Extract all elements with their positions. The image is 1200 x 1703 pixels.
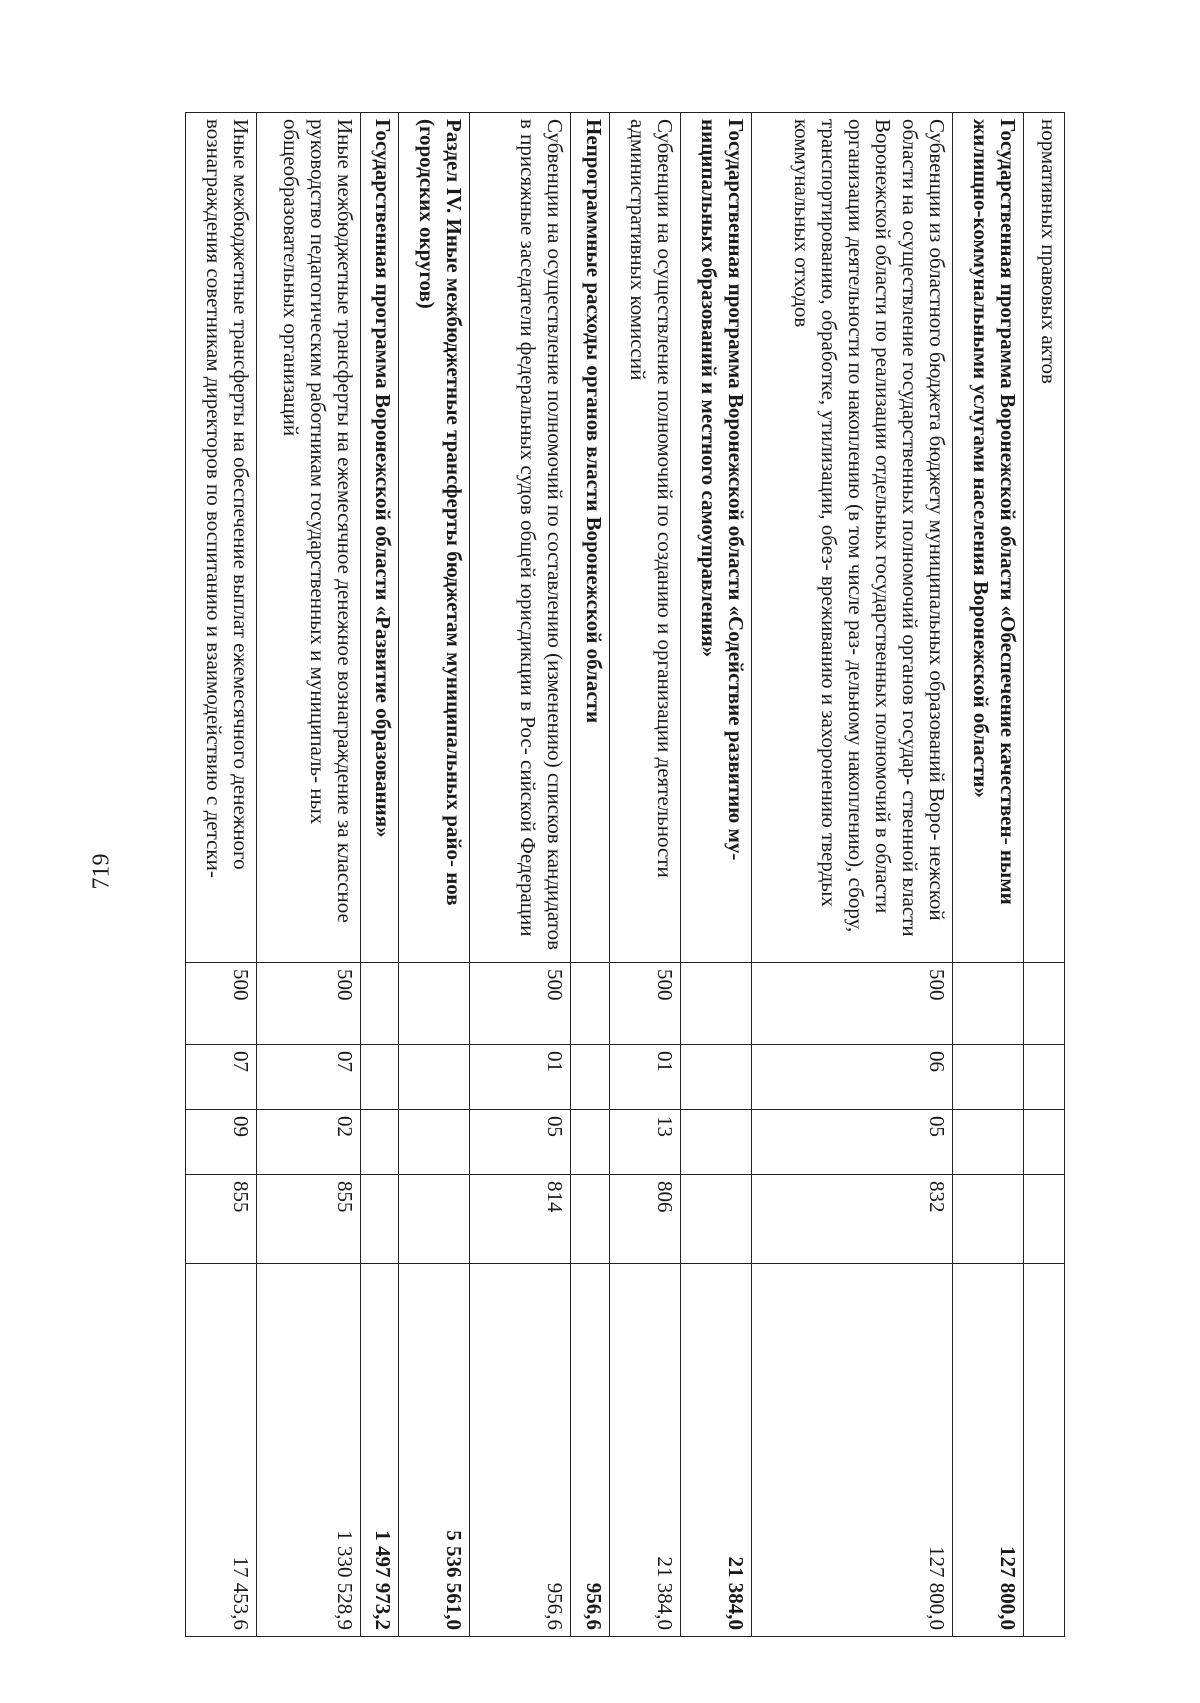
row-code-d (360, 1175, 399, 1264)
row-code-b: 07 (186, 1045, 257, 1110)
row-description: Иные межбюджетные трансферты на ежемесячное денежное вознаграждение за классное руководство педагогическим работникам государственных и муниципаль- ных общеобразовательных организаций (257, 113, 361, 963)
row-code-a (571, 963, 610, 1045)
row-code-a: 500 (186, 963, 257, 1045)
row-code-d (953, 1175, 1024, 1264)
row-code-b: 07 (257, 1045, 361, 1110)
table-row (186, 113, 257, 1637)
row-code-c (680, 1110, 751, 1175)
row-code-d (680, 1175, 751, 1264)
row-code-b (1024, 1045, 1065, 1110)
row-code-b (953, 1045, 1024, 1110)
row-amount: 127 800,0 (751, 1264, 952, 1637)
row-code-a: 500 (751, 963, 952, 1045)
row-code-a (399, 963, 470, 1045)
row-description: Иные межбюджетные трансферты на обеспечение выплат ежемесячного денежного вознаграждения советникам директоров по воспитанию и взаимодействию с детски- (186, 113, 257, 963)
row-description: Субвенции на осуществление полномочий по созданию и организации деятельности административных комиссий (609, 113, 680, 963)
row-code-c (399, 1110, 470, 1175)
row-code-b (680, 1045, 751, 1110)
row-code-b (360, 1045, 399, 1110)
row-amount: 21 384,0 (680, 1264, 751, 1637)
row-code-a: 500 (609, 963, 680, 1045)
budget-table (185, 112, 1065, 1637)
row-code-b (399, 1045, 470, 1110)
row-amount: 1 497 973,2 (360, 1264, 399, 1637)
row-description: нормативных правовых актов (1024, 113, 1065, 963)
row-code-d (1024, 1175, 1065, 1264)
row-code-b: 06 (751, 1045, 952, 1110)
row-description: Субвенции на осуществление полномочий по составлению (изменению) списков кандидатов в присяжные заседатели федеральных судов общей юрисдикции в Рос- сийской Федерации (470, 113, 571, 963)
row-code-c (1024, 1110, 1065, 1175)
row-code-d: 832 (751, 1175, 952, 1264)
row-amount: 21 384,0 (609, 1264, 680, 1637)
row-description: Государственная программа Воронежской области «Развитие образования» (360, 113, 399, 963)
row-code-a (953, 963, 1024, 1045)
row-code-a: 500 (470, 963, 571, 1045)
table-row (680, 113, 751, 1637)
row-amount: 127 800,0 (953, 1264, 1024, 1637)
table-row (470, 113, 571, 1637)
row-amount: 956,6 (470, 1264, 571, 1637)
row-code-a: 500 (257, 963, 361, 1045)
row-code-c: 13 (609, 1110, 680, 1175)
row-code-a (360, 963, 399, 1045)
table-row (1024, 113, 1065, 1637)
row-amount: 956,6 (571, 1264, 610, 1637)
row-code-c (360, 1110, 399, 1175)
table-row (953, 113, 1024, 1637)
budget-table-sheet (185, 112, 1065, 1637)
budget-table-body (186, 113, 1065, 1637)
row-code-b: 01 (470, 1045, 571, 1110)
row-description: Государственная программа Воронежской области «Содействие развитию му- ниципальных образований и местного самоуправления» (680, 113, 751, 963)
page-number: 719 (88, 853, 115, 890)
row-amount: 5 536 561,0 (399, 1264, 470, 1637)
row-code-b: 01 (609, 1045, 680, 1110)
table-row (571, 113, 610, 1637)
row-description: Раздел IV. Иные межбюджетные трансферты бюджетам муниципальных райо- нов (городских округов) (399, 113, 470, 963)
row-code-d: 855 (186, 1175, 257, 1264)
row-code-d (399, 1175, 470, 1264)
table-row (751, 113, 952, 1637)
row-description: Государственная программа Воронежской области «Обеспечение качествен- ными жилищно-коммунальными услугами населения Воронежской области» (953, 113, 1024, 963)
table-row (399, 113, 470, 1637)
row-code-d (571, 1175, 610, 1264)
row-code-c (953, 1110, 1024, 1175)
row-description: Субвенции из областного бюджета бюджету муниципальных образований Воро- нежской области на осуществление государственных полномочий органов государ- ственной власти Воронежской области по реализации отдельных государственных полномочий в области организации деятельности по накоплению (в том числе раз- дельному накоплению), сбору, транспортированию, обработке, утилизации, обез- вреживанию и захоронению твердых коммунальных отходов (751, 113, 952, 963)
row-code-c: 05 (470, 1110, 571, 1175)
row-code-c: 05 (751, 1110, 952, 1175)
row-amount: 17 453,6 (186, 1264, 257, 1637)
row-code-d: 855 (257, 1175, 361, 1264)
row-description: Непрограммные расходы органов власти Воронежской области (571, 113, 610, 963)
row-amount: 1 330 528,9 (257, 1264, 361, 1637)
row-code-d: 814 (470, 1175, 571, 1264)
row-code-c: 02 (257, 1110, 361, 1175)
table-row (257, 113, 361, 1637)
row-code-a (1024, 963, 1065, 1045)
row-code-c: 09 (186, 1110, 257, 1175)
row-code-b (571, 1045, 610, 1110)
row-code-c (571, 1110, 610, 1175)
row-code-d: 806 (609, 1175, 680, 1264)
table-row (360, 113, 399, 1637)
table-row (609, 113, 680, 1637)
row-code-a (680, 963, 751, 1045)
row-amount (1024, 1264, 1065, 1637)
